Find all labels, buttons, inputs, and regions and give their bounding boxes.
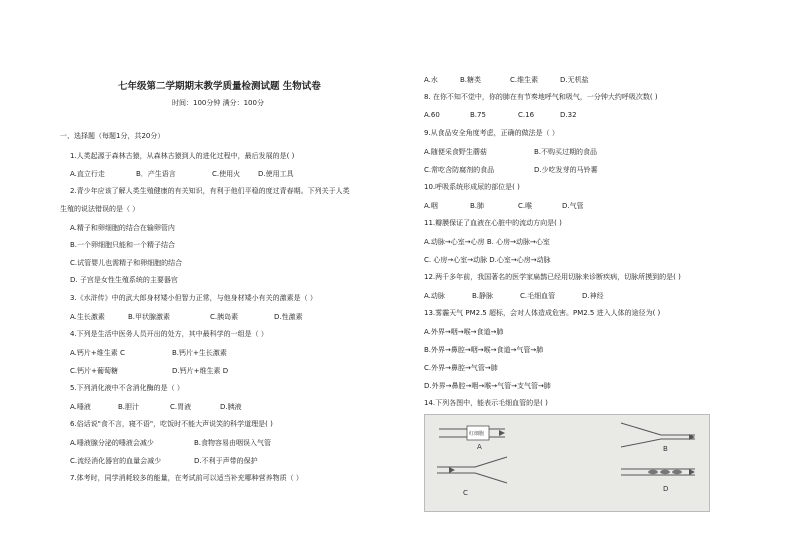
q5-option-b: B.胆汁	[118, 403, 140, 411]
question-2-line2: 生殖的说法错误的是（ ）	[60, 205, 140, 213]
q10-option-c: C.喉	[518, 202, 533, 210]
label-c: C	[463, 489, 468, 497]
question-2-line1: 2.青少年应该了解人类生殖健康的有关知识，有利于他们平稳的度过青春期。下列关于人类	[70, 187, 350, 195]
q7-option-c: C.维生素	[510, 76, 539, 84]
q12-option-d: D.神经	[582, 292, 604, 300]
q13-option-a: A.外界→咽→喉→食道→肺	[424, 328, 504, 336]
q1-option-d: D.使用工具	[258, 170, 294, 178]
q12-option-b: B.静脉	[472, 292, 494, 300]
vessel-figure	[424, 414, 710, 512]
question-9: 9.从食品安全角度考虑，正确的做法是（ ）	[424, 129, 559, 137]
q1-option-b: B．产生语言	[136, 170, 176, 178]
q10-option-a: A.咽	[424, 202, 438, 210]
q13-option-b: B.外界→鼻腔→咽→喉→食道→气管→肺	[424, 346, 544, 354]
question-1: 1.人类起源于森林古猿，从森林古猿到人的进化过程中，最后发展的是( )	[70, 152, 295, 160]
page-title: 七年级第二学期期末教学质量检测试题 生物试卷	[118, 81, 321, 92]
vessel-a	[439, 426, 505, 451]
q8-option-a: A.60	[424, 111, 440, 119]
question-12: 12.两千多年前，我国著名的医学家扁鹊已经用切脉来诊断疾病，切脉所摸到的是( )	[424, 273, 681, 281]
q9-option-c: C.常吃含防腐剂的食品	[424, 166, 495, 174]
q9-option-d: D.少吃发芽的马铃薯	[534, 166, 598, 174]
question-8: 8. 在你不知不觉中，你的肺在有节奏地呼气和吸气，一分钟大约呼吸次数( )	[424, 93, 658, 101]
q13-option-d: D.外界→鼻腔→咽→喉→气管→支气管→肺	[424, 382, 551, 390]
q9-option-a: A.随便采食野生蘑菇	[424, 148, 487, 156]
question-7: 7.体考时，同学消耗较多的能量，在考试前可以适当补充哪种营养物质（ ）	[70, 474, 303, 482]
q10-option-d: D.气管	[562, 202, 584, 210]
q6-option-c: C.流经消化器官的血量会减少	[70, 457, 162, 465]
exam-meta: 时间：100分钟 满分：100分	[172, 99, 264, 107]
q1-option-c: C.使用火	[212, 170, 241, 178]
q10-option-b: B.肺	[470, 202, 485, 210]
question-5: 5.下列消化液中不含消化酶的是（ ）	[70, 384, 184, 392]
q5-option-d: D.胰液	[220, 403, 242, 411]
question-6: 6.俗话说"食不言，寝不语"，吃饭时不能大声说笑的科学道理是( )	[70, 420, 273, 428]
q8-option-b: B.75	[470, 111, 486, 119]
q11-options-ab: A.动脉→心室→心房 B. 心房→动脉→心室	[424, 238, 550, 246]
q5-option-c: C.胃液	[170, 403, 192, 411]
question-13: 13.雾霾天气 PM2.5 超标，会对人体造成危害。PM2.5 进入人体的途径为( )	[424, 309, 661, 317]
q4-option-c: C.钙片+葡萄糖	[70, 367, 118, 375]
q8-option-d: D.32	[560, 111, 577, 119]
vessel-diagram	[425, 415, 709, 511]
q2-option-c: C.试管婴儿也需精子和卵细胞的结合	[70, 259, 183, 267]
q4-option-d: D.钙片+维生素 D	[172, 367, 229, 375]
red-cell-tag: 红细胞	[469, 431, 485, 437]
q2-option-b: B.一个卵细胞只能和一个精子结合	[70, 241, 176, 249]
q6-option-b: B.食物容易由咽误入气管	[194, 439, 272, 447]
q5-option-a: A.唾液	[70, 403, 91, 411]
question-14: 14.下列各图中，能表示毛细血管的是( )	[424, 399, 548, 407]
q3-option-b: B.甲状腺激素	[128, 313, 171, 321]
q4-option-a: A.钙片+维生素 C	[70, 349, 125, 357]
question-4: 4.下列是生活中医务人员开出的处方，其中最科学的一组是（ ）	[70, 330, 268, 338]
q3-option-a: A.生长激素	[70, 313, 105, 321]
question-3: 3.《水浒传》中的武大郎身材矮小但智力正常，与他身材矮小有关的激素是（ ）	[70, 294, 317, 302]
vessel-d	[621, 469, 695, 493]
q2-option-a: A.精子和卵细胞的结合在输卵管内	[70, 224, 175, 232]
q2-option-d: D. 子宫是女性生殖系统的主要器官	[70, 276, 178, 284]
question-10: 10.呼吸系统形成尿的部位是( )	[424, 183, 520, 191]
q6-option-d: D.不利于声带的保护	[194, 457, 258, 465]
q8-option-c: C.16	[518, 111, 535, 119]
vessel-c	[437, 457, 507, 497]
q3-option-c: C.胰岛素	[210, 313, 239, 321]
label-a: A	[477, 443, 482, 451]
question-11: 11.瓣膜保证了血液在心脏中的流动方向是( )	[424, 219, 562, 227]
q7-option-b: B.糖类	[460, 76, 482, 84]
q3-option-d: D.性激素	[274, 313, 303, 321]
q7-option-d: D.无机盐	[560, 76, 589, 84]
q12-option-c: C.毛细血管	[520, 292, 556, 300]
label-b: B	[663, 445, 668, 453]
q7-option-a: A.水	[424, 76, 438, 84]
q11-options-cd: C. 心房→心室→动脉 D.心室→心房→动脉	[424, 256, 551, 264]
q4-option-b: B.钙片+生长激素	[172, 349, 227, 357]
q6-option-a: A.唾液腺分泌的唾液会减少	[70, 439, 154, 447]
q9-option-b: B.不购买过期的食品	[534, 148, 598, 156]
q1-option-a: A.直立行走	[70, 170, 105, 178]
q12-option-a: A.动脉	[424, 292, 445, 300]
section-heading: 一、选择题（每题1分，共20分）	[60, 132, 165, 140]
q13-option-c: C.外界→鼻腔→气管→肺	[424, 364, 498, 372]
label-d: D	[663, 485, 669, 493]
vessel-b	[621, 423, 695, 453]
